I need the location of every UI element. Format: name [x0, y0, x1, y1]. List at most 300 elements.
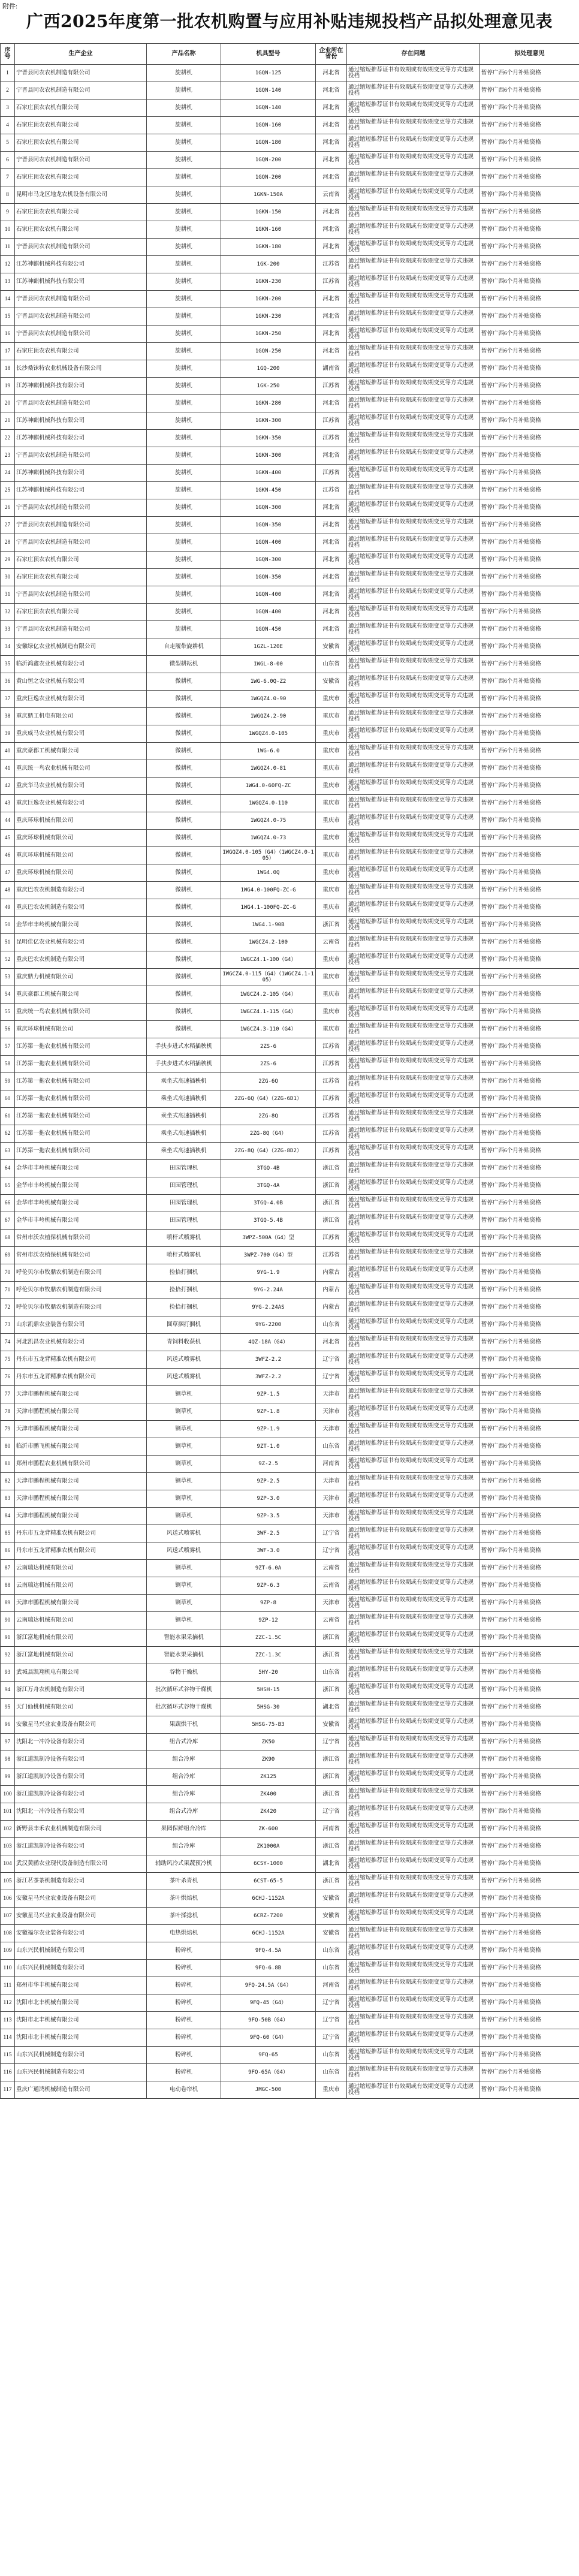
product-name-cell: 旋耕机 — [147, 169, 221, 186]
province-cell: 河北省 — [316, 552, 347, 569]
table-row — [1, 2047, 579, 2064]
product-name-cell: 粉碎机 — [147, 2012, 221, 2029]
product-name-cell: 微耕机 — [147, 830, 221, 847]
model-cell: 9FQ-65A（G4） — [221, 2064, 316, 2081]
table-row — [1, 1890, 579, 1908]
table-row — [1, 1021, 579, 1038]
row-index-cell: 10 — [1, 221, 15, 239]
table-row — [1, 1456, 579, 1473]
model-cell: 1GQN-400 — [221, 586, 316, 604]
product-name-cell: 旋耕机 — [147, 221, 221, 239]
product-name-cell: 自走履带旋耕机 — [147, 638, 221, 656]
issue-cell: 通过缩短推荐证书有效期或有效期变更等方式违规投档 — [347, 1873, 480, 1890]
issue-cell: 通过缩短推荐证书有效期或有效期变更等方式违规投档 — [347, 517, 480, 534]
province-cell: 天津市 — [316, 1403, 347, 1421]
opinion-cell: 暂停广西6个月补贴资格 — [480, 273, 579, 291]
model-cell: 9FQ-60（G4） — [221, 2029, 316, 2047]
province-cell: 重庆市 — [316, 1004, 347, 1021]
product-name-cell: 电动卷帘机 — [147, 2081, 221, 2099]
manufacturer-cell: 江苏神麒机械科技有限公司 — [15, 482, 147, 499]
issue-cell: 通过缩短推荐证书有效期或有效期变更等方式违规投档 — [347, 134, 480, 152]
product-name-cell: 捡拾打捆机 — [147, 1282, 221, 1299]
product-name-cell: 铡草机 — [147, 1456, 221, 1473]
product-name-cell: 铡草机 — [147, 1577, 221, 1595]
province-cell: 重庆市 — [316, 899, 347, 917]
opinion-cell: 暂停广西6个月补贴资格 — [480, 1177, 579, 1195]
product-name-cell: 铡草机 — [147, 1560, 221, 1577]
issue-cell: 通过缩短推荐证书有效期或有效期变更等方式违规投档 — [347, 1438, 480, 1456]
opinion-cell: 暂停广西6个月补贴资格 — [480, 1682, 579, 1699]
manufacturer-cell: 山东凯鼎农业装备有限公司 — [15, 1316, 147, 1334]
manufacturer-cell: 天津市鹏程机械有限公司 — [15, 1421, 147, 1438]
issue-cell: 通过缩短推荐证书有效期或有效期变更等方式违规投档 — [347, 917, 480, 934]
province-cell: 辽宁省 — [316, 1369, 347, 1386]
province-cell: 江苏省 — [316, 273, 347, 291]
province-cell: 重庆市 — [316, 830, 347, 847]
product-name-cell: 微耕机 — [147, 743, 221, 760]
product-name-cell: 风送式喷雾机 — [147, 1525, 221, 1542]
opinion-cell: 暂停广西6个月补贴资格 — [480, 656, 579, 673]
issue-cell: 通过缩短推荐证书有效期或有效期变更等方式违规投档 — [347, 812, 480, 830]
manufacturer-cell: 江苏第一拖农业机械有限公司 — [15, 1090, 147, 1108]
product-name-cell: 旋耕机 — [147, 326, 221, 343]
manufacturer-cell: 重庆巴农农机制造有限公司 — [15, 882, 147, 899]
table-row — [1, 412, 579, 430]
manufacturer-cell: 宁晋县同农农机制造有限公司 — [15, 326, 147, 343]
opinion-cell: 暂停广西6个月补贴资格 — [480, 1542, 579, 1560]
row-index-cell: 96 — [1, 1716, 15, 1734]
product-name-cell: 果园保鲜组合冷库 — [147, 1821, 221, 1838]
model-cell: 1GKN-300 — [221, 412, 316, 430]
model-cell: ZK125 — [221, 1768, 316, 1786]
issue-cell: 通过缩短推荐证书有效期或有效期变更等方式违规投档 — [347, 1195, 480, 1212]
model-cell: 1GQN-140 — [221, 82, 316, 100]
province-cell: 浙江省 — [316, 1160, 347, 1177]
province-cell: 河北省 — [316, 621, 347, 638]
product-name-cell: 旋耕机 — [147, 412, 221, 430]
issue-cell: 通过缩短推荐证书有效期或有效期变更等方式违规投档 — [347, 1073, 480, 1090]
issue-cell: 通过缩短推荐证书有效期或有效期变更等方式违规投档 — [347, 360, 480, 378]
product-name-cell: 铡草机 — [147, 1473, 221, 1490]
manufacturer-cell: 山东兴民机械制造有限公司 — [15, 1960, 147, 1977]
row-index-cell: 9 — [1, 204, 15, 221]
table-row — [1, 1838, 579, 1855]
opinion-cell: 暂停广西6个月补贴资格 — [480, 1977, 579, 1994]
issue-cell: 通过缩短推荐证书有效期或有效期变更等方式违规投档 — [347, 1508, 480, 1525]
manufacturer-cell: 武城县凯翔机电有限公司 — [15, 1664, 147, 1682]
table-row — [1, 1595, 579, 1612]
issue-cell: 通过缩短推荐证书有效期或有效期变更等方式违规投档 — [347, 604, 480, 621]
table-row — [1, 1803, 579, 1821]
manufacturer-cell: 重庆鼎工机电有限公司 — [15, 708, 147, 725]
row-index-cell: 77 — [1, 1386, 15, 1403]
table-row — [1, 134, 579, 152]
province-cell: 河北省 — [316, 447, 347, 465]
manufacturer-cell: 宁晋县同农农机制造有限公司 — [15, 395, 147, 412]
province-cell: 湖北省 — [316, 1855, 347, 1873]
issue-cell: 通过缩短推荐证书有效期或有效期变更等方式违规投档 — [347, 1038, 480, 1056]
issue-cell: 通过缩短推荐证书有效期或有效期变更等方式违规投档 — [347, 2047, 480, 2064]
province-cell: 重庆市 — [316, 708, 347, 725]
product-name-cell: 旋耕机 — [147, 256, 221, 273]
product-name-cell: 旋耕机 — [147, 343, 221, 360]
model-cell: ZK1000A — [221, 1838, 316, 1855]
issue-cell: 通过缩短推荐证书有效期或有效期变更等方式违规投档 — [347, 1908, 480, 1925]
issue-cell: 通过缩短推荐证书有效期或有效期变更等方式违规投档 — [347, 1699, 480, 1716]
product-name-cell: 组合式冷库 — [147, 1803, 221, 1821]
model-cell: 1WG-6.0Q-Z2 — [221, 673, 316, 691]
opinion-cell: 暂停广西6个月补贴资格 — [480, 1108, 579, 1125]
province-cell: 河北省 — [316, 534, 347, 552]
product-name-cell: 旋耕机 — [147, 100, 221, 117]
manufacturer-cell: 安徽绿亿农业机械制造有限公司 — [15, 638, 147, 656]
manufacturer-cell: 沈阳北一冲冷设备有限公司 — [15, 1803, 147, 1821]
row-index-cell: 65 — [1, 1177, 15, 1195]
product-name-cell: 微耕机 — [147, 691, 221, 708]
product-name-cell: 乘坐式高速插秧机 — [147, 1108, 221, 1125]
issue-cell: 通过缩短推荐证书有效期或有效期变更等方式违规投档 — [347, 1612, 480, 1629]
opinion-cell: 暂停广西6个月补贴资格 — [480, 239, 579, 256]
table-row — [1, 638, 579, 656]
province-cell: 江苏省 — [316, 430, 347, 447]
model-cell: 9YG-2.24AS — [221, 1299, 316, 1316]
table-row — [1, 760, 579, 778]
opinion-cell: 暂停广西6个月补贴资格 — [480, 1073, 579, 1090]
model-cell: 1WG4.0-60FQ-ZC — [221, 778, 316, 795]
manufacturer-cell: 昆明佳亿农业机械有限公司 — [15, 934, 147, 951]
issue-cell: 通过缩短推荐证书有效期或有效期变更等方式违规投档 — [347, 169, 480, 186]
row-index-cell: 97 — [1, 1734, 15, 1751]
row-index-cell: 4 — [1, 117, 15, 134]
opinion-cell: 暂停广西6个月补贴资格 — [480, 256, 579, 273]
product-name-cell: 微耕机 — [147, 864, 221, 882]
manufacturer-cell: 重庆环球机械有限公司 — [15, 1021, 147, 1038]
issue-cell: 通过缩短推荐证书有效期或有效期变更等方式违规投档 — [347, 1264, 480, 1282]
product-name-cell: 粉碎机 — [147, 2029, 221, 2047]
province-cell: 天津市 — [316, 1490, 347, 1508]
issue-cell: 通过缩短推荐证书有效期或有效期变更等方式违规投档 — [347, 256, 480, 273]
opinion-cell: 暂停广西6个月补贴资格 — [480, 395, 579, 412]
manufacturer-cell: 重庆威马农业机械有限公司 — [15, 725, 147, 743]
table-row — [1, 1090, 579, 1108]
province-cell: 辽宁省 — [316, 1734, 347, 1751]
row-index-cell: 49 — [1, 899, 15, 917]
table-row — [1, 1438, 579, 1456]
row-index-cell: 95 — [1, 1699, 15, 1716]
product-name-cell: 微耕机 — [147, 882, 221, 899]
province-cell: 内蒙古 — [316, 1264, 347, 1282]
model-cell: 9ZP-3.0 — [221, 1490, 316, 1508]
province-cell: 重庆市 — [316, 986, 347, 1004]
product-name-cell: 捡拾打捆机 — [147, 1299, 221, 1316]
table-row — [1, 1473, 579, 1490]
opinion-cell: 暂停广西6个月补贴资格 — [480, 1803, 579, 1821]
row-index-cell: 115 — [1, 2047, 15, 2064]
opinion-cell: 暂停广西6个月补贴资格 — [480, 1821, 579, 1838]
issue-cell: 通过缩短推荐证书有效期或有效期变更等方式违规投档 — [347, 1369, 480, 1386]
row-index-cell: 84 — [1, 1508, 15, 1525]
manufacturer-cell: 重庆环球机械有限公司 — [15, 864, 147, 882]
manufacturer-cell: 安徽星马兴业农业设备有限公司 — [15, 1890, 147, 1908]
issue-cell: 通过缩短推荐证书有效期或有效期变更等方式违规投档 — [347, 1560, 480, 1577]
model-cell: ZK420 — [221, 1803, 316, 1821]
model-cell: 1GQN-140 — [221, 100, 316, 117]
table-row — [1, 1908, 579, 1925]
province-cell: 山东省 — [316, 1664, 347, 1682]
row-index-cell: 102 — [1, 1821, 15, 1838]
manufacturer-cell: 江苏神麒机械科技有限公司 — [15, 273, 147, 291]
model-cell: 1GKN-150 — [221, 204, 316, 221]
issue-cell: 通过缩短推荐证书有效期或有效期变更等方式违规投档 — [347, 204, 480, 221]
table-row — [1, 1038, 579, 1056]
issue-cell: 通过缩短推荐证书有效期或有效期变更等方式违规投档 — [347, 778, 480, 795]
manufacturer-cell: 重庆豪郡工机械有限公司 — [15, 986, 147, 1004]
table-row — [1, 239, 579, 256]
row-index-cell: 98 — [1, 1751, 15, 1768]
manufacturer-cell: 金华市丰岭机械有限公司 — [15, 1195, 147, 1212]
manufacturer-cell: 云南瑞达机械有限公司 — [15, 1612, 147, 1629]
table-row — [1, 2029, 579, 2047]
model-cell: 1GKN-350 — [221, 430, 316, 447]
header-issue: 存在问题 — [347, 44, 480, 65]
row-index-cell: 85 — [1, 1525, 15, 1542]
row-index-cell: 8 — [1, 186, 15, 204]
model-cell: 3TGQ-5.4B — [221, 1212, 316, 1230]
row-index-cell: 36 — [1, 673, 15, 691]
opinion-cell: 暂停广西6个月补贴资格 — [480, 447, 579, 465]
opinion-cell: 暂停广西6个月补贴资格 — [480, 899, 579, 917]
table-row — [1, 830, 579, 847]
model-cell: 1WGQZ4.2-90 — [221, 708, 316, 725]
manufacturer-cell: 黄山恒之农业机械有限公司 — [15, 673, 147, 691]
issue-cell: 通过缩短推荐证书有效期或有效期变更等方式违规投档 — [347, 969, 480, 986]
opinion-cell: 暂停广西6个月补贴资格 — [480, 882, 579, 899]
header-model: 机具型号 — [221, 44, 316, 65]
table-row — [1, 169, 579, 186]
table-row — [1, 1560, 579, 1577]
product-name-cell: 乘坐式高速插秧机 — [147, 1090, 221, 1108]
province-cell: 河北省 — [316, 499, 347, 517]
model-cell: 1GK-200 — [221, 256, 316, 273]
row-index-cell: 50 — [1, 917, 15, 934]
model-cell: 2ZG-8Q（G4） — [221, 1125, 316, 1143]
row-index-cell: 62 — [1, 1125, 15, 1143]
issue-cell: 通过缩短推荐证书有效期或有效期变更等方式违规投档 — [347, 100, 480, 117]
row-index-cell: 21 — [1, 412, 15, 430]
issue-cell: 通过缩短推荐证书有效期或有效期变更等方式违规投档 — [347, 795, 480, 812]
model-cell: 1WG4.1-90B — [221, 917, 316, 934]
model-cell: 5HY-20 — [221, 1664, 316, 1682]
manufacturer-cell: 昆明市马龙区地龙农机设备有限公司 — [15, 186, 147, 204]
product-name-cell: 铡草机 — [147, 1508, 221, 1525]
product-name-cell: 铡草机 — [147, 1595, 221, 1612]
issue-cell: 通过缩短推荐证书有效期或有效期变更等方式违规投档 — [347, 1056, 480, 1073]
product-name-cell: 组合式冷库 — [147, 1734, 221, 1751]
table-row — [1, 1768, 579, 1786]
model-cell: 3WFZ-2.2 — [221, 1369, 316, 1386]
opinion-cell: 暂停广西6个月补贴资格 — [480, 778, 579, 795]
opinion-cell: 暂停广西6个月补贴资格 — [480, 969, 579, 986]
product-name-cell: 旋耕机 — [147, 308, 221, 326]
province-cell: 山东省 — [316, 1438, 347, 1456]
model-cell: 9ZP-12 — [221, 1612, 316, 1629]
province-cell: 重庆市 — [316, 691, 347, 708]
province-cell: 辽宁省 — [316, 2012, 347, 2029]
model-cell: 1GQ-200 — [221, 360, 316, 378]
manufacturer-cell: 石家庄顶农农机有限公司 — [15, 343, 147, 360]
table-row — [1, 1316, 579, 1334]
manufacturer-cell: 丹东市五龙背精准农机有限公司 — [15, 1351, 147, 1369]
issue-cell: 通过缩短推荐证书有效期或有效期变更等方式违规投档 — [347, 465, 480, 482]
issue-cell: 通过缩短推荐证书有效期或有效期变更等方式违规投档 — [347, 1143, 480, 1160]
province-cell: 重庆市 — [316, 760, 347, 778]
product-name-cell: 微耕机 — [147, 934, 221, 951]
opinion-cell: 暂停广西6个月补贴资格 — [480, 1751, 579, 1768]
model-cell: 9ZP-1.8 — [221, 1403, 316, 1421]
product-name-cell: 旋耕机 — [147, 204, 221, 221]
issue-cell: 通过缩短推荐证书有效期或有效期变更等方式违规投档 — [347, 1960, 480, 1977]
model-cell: ZK50 — [221, 1734, 316, 1751]
manufacturer-cell: 石家庄顶农农机有限公司 — [15, 100, 147, 117]
opinion-cell: 暂停广西6个月补贴资格 — [480, 934, 579, 951]
opinion-cell: 暂停广西6个月补贴资格 — [480, 2012, 579, 2029]
table-row — [1, 482, 579, 499]
row-index-cell: 25 — [1, 482, 15, 499]
province-cell: 重庆市 — [316, 1021, 347, 1038]
model-cell: 1WGL-8-00 — [221, 656, 316, 673]
opinion-cell: 暂停广西6个月补贴资格 — [480, 586, 579, 604]
province-cell: 云南省 — [316, 934, 347, 951]
row-index-cell: 68 — [1, 1230, 15, 1247]
table-row — [1, 1056, 579, 1073]
row-index-cell: 40 — [1, 743, 15, 760]
table-row — [1, 951, 579, 969]
table-row — [1, 725, 579, 743]
model-cell: 9FQ-45（G4） — [221, 1994, 316, 2012]
table-row — [1, 1542, 579, 1560]
province-cell: 河北省 — [316, 326, 347, 343]
row-index-cell: 81 — [1, 1456, 15, 1473]
issue-cell: 通过缩短推荐证书有效期或有效期变更等方式违规投档 — [347, 1751, 480, 1768]
opinion-cell: 暂停广西6个月补贴资格 — [480, 378, 579, 395]
manufacturer-cell: 云南瑞达机械有限公司 — [15, 1560, 147, 1577]
opinion-cell: 暂停广西6个月补贴资格 — [480, 1925, 579, 1942]
province-cell: 河北省 — [316, 586, 347, 604]
issue-cell: 通过缩短推荐证书有效期或有效期变更等方式违规投档 — [347, 1351, 480, 1369]
issue-cell: 通过缩短推荐证书有效期或有效期变更等方式违规投档 — [347, 412, 480, 430]
table-row — [1, 552, 579, 569]
row-index-cell: 31 — [1, 586, 15, 604]
province-cell: 江苏省 — [316, 1230, 347, 1247]
table-row — [1, 326, 579, 343]
issue-cell: 通过缩短推荐证书有效期或有效期变更等方式违规投档 — [347, 1647, 480, 1664]
product-name-cell: 旋耕机 — [147, 395, 221, 412]
issue-cell: 通过缩短推荐证书有效期或有效期变更等方式违规投档 — [347, 1108, 480, 1125]
issue-cell: 通过缩短推荐证书有效期或有效期变更等方式违规投档 — [347, 1734, 480, 1751]
row-index-cell: 107 — [1, 1908, 15, 1925]
table-row — [1, 465, 579, 482]
row-index-cell: 112 — [1, 1994, 15, 2012]
header-opinion: 拟处理意见 — [480, 44, 579, 65]
product-name-cell: 微型耕耘机 — [147, 656, 221, 673]
province-cell: 重庆市 — [316, 743, 347, 760]
manufacturer-cell: 安徽福尔农业装备有限公司 — [15, 1925, 147, 1942]
manufacturer-cell: 石家庄顶农农机有限公司 — [15, 204, 147, 221]
issue-cell: 通过缩短推荐证书有效期或有效期变更等方式违规投档 — [347, 1004, 480, 1021]
model-cell: 2ZG-6Q（G4）（2ZG-6D1） — [221, 1090, 316, 1108]
opinion-cell: 暂停广西6个月补贴资格 — [480, 1716, 579, 1734]
table-row — [1, 1177, 579, 1195]
manufacturer-cell: 沈阳市北丰机械有限公司 — [15, 1994, 147, 2012]
row-index-cell: 20 — [1, 395, 15, 412]
product-name-cell: 智能水果采摘机 — [147, 1629, 221, 1647]
opinion-cell: 暂停广西6个月补贴资格 — [480, 1456, 579, 1473]
row-index-cell: 79 — [1, 1421, 15, 1438]
manufacturer-cell: 浙江道凯制冷设备有限公司 — [15, 1786, 147, 1803]
model-cell: 1WGCZ4.1-100（G4） — [221, 951, 316, 969]
issue-cell: 通过缩短推荐证书有效期或有效期变更等方式违规投档 — [347, 1595, 480, 1612]
table-row — [1, 1073, 579, 1090]
table-row — [1, 1873, 579, 1890]
table-row — [1, 343, 579, 360]
issue-cell: 通过缩短推荐证书有效期或有效期变更等方式违规投档 — [347, 1942, 480, 1960]
province-cell: 河北省 — [316, 221, 347, 239]
row-index-cell: 15 — [1, 308, 15, 326]
row-index-cell: 92 — [1, 1647, 15, 1664]
product-name-cell: 组合冷库 — [147, 1768, 221, 1786]
manufacturer-cell: 石家庄顶农农机有限公司 — [15, 169, 147, 186]
model-cell: 9ZP-1.5 — [221, 1386, 316, 1403]
table-row — [1, 1490, 579, 1508]
model-cell: 1GQN-400 — [221, 534, 316, 552]
manufacturer-cell: 河北凯昌农业机械有限公司 — [15, 1334, 147, 1351]
row-index-cell: 76 — [1, 1369, 15, 1386]
issue-cell: 通过缩短推荐证书有效期或有效期变更等方式违规投档 — [347, 899, 480, 917]
product-name-cell: 微耕机 — [147, 812, 221, 830]
model-cell: 1WGQZ4.0-110 — [221, 795, 316, 812]
opinion-cell: 暂停广西6个月补贴资格 — [480, 517, 579, 534]
row-index-cell: 88 — [1, 1577, 15, 1595]
issue-cell: 通过缩短推荐证书有效期或有效期变更等方式违规投档 — [347, 378, 480, 395]
issue-cell: 通过缩短推荐证书有效期或有效期变更等方式违规投档 — [347, 447, 480, 465]
province-cell: 河北省 — [316, 308, 347, 326]
issue-cell: 通过缩短推荐证书有效期或有效期变更等方式违规投档 — [347, 569, 480, 586]
model-cell: JMGC-500 — [221, 2081, 316, 2099]
product-name-cell: 铡草机 — [147, 1438, 221, 1456]
province-cell: 天津市 — [316, 1386, 347, 1403]
model-cell: 1GQN-450 — [221, 621, 316, 638]
province-cell: 河北省 — [316, 239, 347, 256]
province-cell: 湖北省 — [316, 1699, 347, 1716]
model-cell: 1WG4.0-100FQ-ZC-G — [221, 882, 316, 899]
province-cell: 云南省 — [316, 1560, 347, 1577]
product-name-cell: 粉碎机 — [147, 2047, 221, 2064]
table-row — [1, 1160, 579, 1177]
opinion-cell: 暂停广西6个月补贴资格 — [480, 430, 579, 447]
model-cell: 1GQN-200 — [221, 169, 316, 186]
product-name-cell: 乘坐式高速插秧机 — [147, 1125, 221, 1143]
manufacturer-cell: 江苏第一拖农业机械有限公司 — [15, 1108, 147, 1125]
province-cell: 河北省 — [316, 117, 347, 134]
table-row — [1, 899, 579, 917]
opinion-cell: 暂停广西6个月补贴资格 — [480, 360, 579, 378]
province-cell: 河北省 — [316, 569, 347, 586]
table-row — [1, 378, 579, 395]
issue-cell: 通过缩短推荐证书有效期或有效期变更等方式违规投档 — [347, 760, 480, 778]
province-cell: 安徽省 — [316, 638, 347, 656]
table-row — [1, 1143, 579, 1160]
opinion-cell: 暂停广西6个月补贴资格 — [480, 1734, 579, 1751]
